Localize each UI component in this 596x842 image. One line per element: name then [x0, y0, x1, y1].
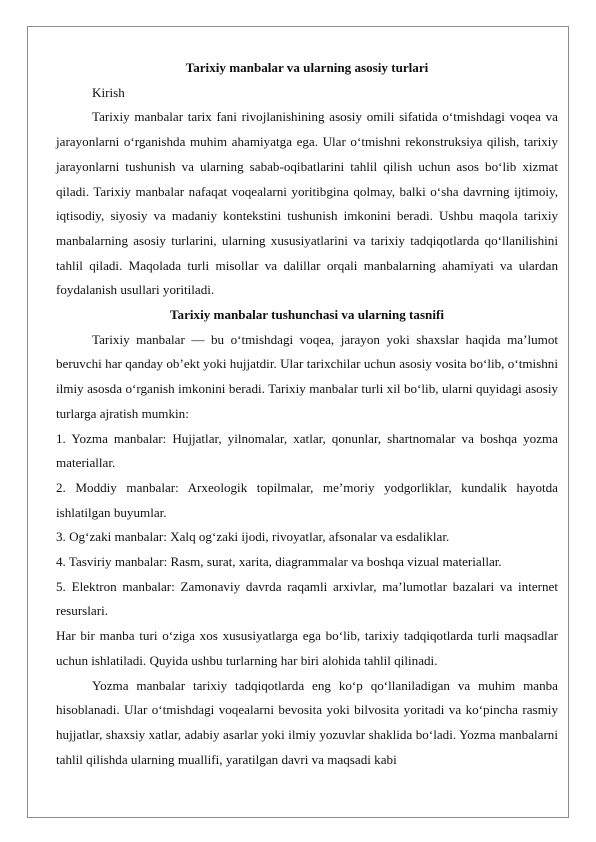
intro-paragraph: Tarixiy manbalar tarix fani rivojlanishining asosiy omili sifatida o‘tmishdagi voqea va jarayonlarni o‘rganishda muhim ahamiyatga ega. Ular o‘tmishni rekonstruksiya qilish, tarixiy jarayonlarni tushunish va ularning sabab-oqibatlarini tahlil qilish uchun asos bo‘lib xizmat qiladi. Tarixiy manbalar nafaqat voqealarni yoritibgina qolmay, balki o‘sha davrning ijtimoiy, iqtisodiy, siyosiy va madaniy kontekstini tushunish imkonini beradi. Ushbu maqola tarixiy manbalarning asosiy turlarini, ularning xususiyatlarini va tarixiy tadqiqotlarda qo‘llanilishini tahlil qiladi. Maqolada turli misollar va dalillar orqali manbalarning ahamiyati va ulardan foydalanish usullari yoritiladi.: [56, 109, 558, 298]
list-item-written-sources: 1. Yozma manbalar: Hujjatlar, yilnomalar, xatlar, qonunlar, shartnomalar va boshqa yozma materiallar.: [56, 430, 558, 471]
section-paragraph-2: Har bir manba turi o‘ziga xos xususiyatlarga ega bo‘lib, tarixiy tadqiqotlarda turli maqsadlar uchun ishlatiladi. Quyida ushbu turlarning har biri alohida tahlil qilinadi.: [56, 628, 558, 668]
list-item-electronic-sources: 5. Elektron manbalar: Zamonaviy davrda raqamli arxivlar, ma’lumotlar bazalari va internet resurslari.: [56, 578, 558, 619]
document-title: Tarixiy manbalar va ularning asosiy turlari: [185, 60, 429, 75]
section-paragraph-1: Tarixiy manbalar — bu o‘tmishdagi voqea, jarayon yoki shaxslar haqida ma’lumot beruvchi har qanday ob’ekt yoki hujjatdir. Ular tarixchilar uchun asosiy vosita bo‘lib, o‘tmishni ilmiy asosda o‘rganish imkonini beradi. Tarixiy manbalar turli xil bo‘lib, ularni quyidagi asosiy turlarga ajratish mumkin:: [56, 331, 558, 421]
section-paragraph-3: Yozma manbalar tarixiy tadqiqotlarda eng ko‘p qo‘llaniladigan va muhim manba hisoblanadi. Ular o‘tmishdagi voqealarni bevosita yoki bilvosita yoritadi va ko‘pincha rasmiy hujjatlar, shaxsiy xatlar, adabiy asarlar yoki ilmiy yozuvlar shaklida bo‘ladi. Yozma manbalarni tahlil qilishda ularning muallifi, yaratilgan davri va maqsadi kabi: [56, 677, 558, 767]
list-item-material-sources: 2. Moddiy manbalar: Arxeologik topilmalar, me’moriy yodgorliklar, kundalik hayotda ishlatilgan buyumlar.: [56, 479, 558, 520]
intro-heading: Kirish: [92, 84, 125, 100]
list-item-oral-sources: 3. Og‘zaki manbalar: Xalq og‘zaki ijodi, rivoyatlar, afsonalar va esdaliklar.: [56, 529, 450, 545]
document-body: [56, 56, 558, 772]
list-item-visual-sources: 4. Tasviriy manbalar: Rasm, surat, xarita, diagrammalar va boshqa vizual materiallar.: [56, 554, 502, 570]
section-heading: Tarixiy manbalar tushunchasi va ularning tasnifi: [170, 307, 444, 323]
